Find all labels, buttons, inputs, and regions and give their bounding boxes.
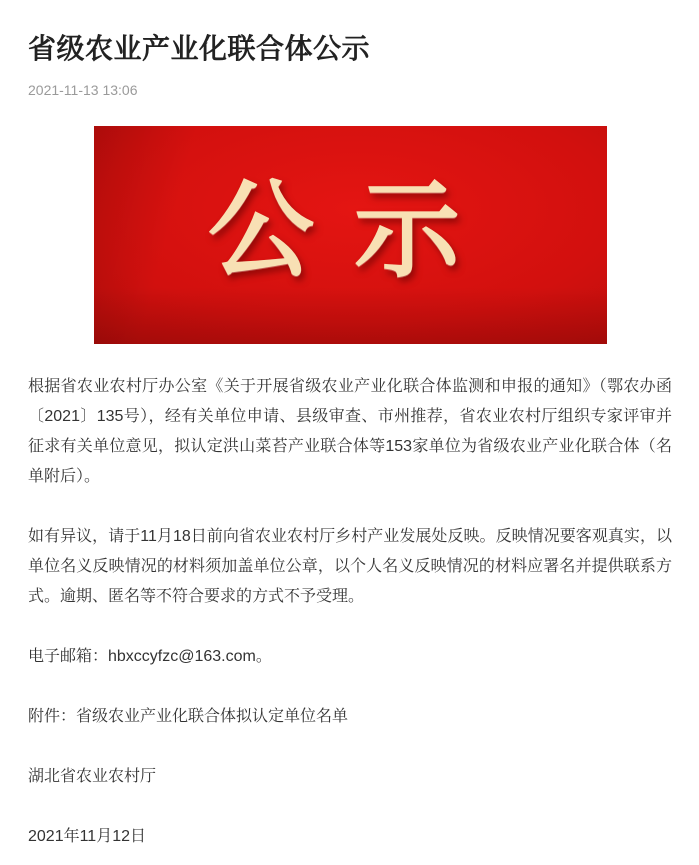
page-title: 省级农业产业化联合体公示: [28, 33, 371, 64]
banner-gongshi-text: 公示: [208, 172, 500, 290]
paragraph-issue-date: 2021年11月12日: [28, 828, 147, 845]
article-body: [28, 372, 672, 852]
announcement-banner-image: [94, 126, 607, 344]
paragraph-basis: 根据省农业农村厅办公室《关于开展省级农业产业化联合体监测和申报的通知》（鄂农办函〔2021〕135号），经有关单位申请、县级审查、市州推荐，省农业农村厅组织专家评审并征求有关单位意见，拟认定洪山菜苔产业联合体等153家单位为省级农业产业化联合体（名单附后）。: [28, 378, 672, 485]
paragraph-email: 电子邮箱：hbxccyfzc@163.com。: [28, 648, 272, 665]
paragraph-issuer: 湖北省农业农村厅: [28, 768, 157, 785]
paragraph-objection-instructions: 如有异议，请于11月18日前向省农业农村厅乡村产业发展处反映。反映情况要客观真实，以单位名义反映情况的材料须加盖单位公章，以个人名义反映情况的材料应署名并提供联系方式。逾期、匿名等不符合要求的方式不予受理。: [28, 528, 672, 605]
publish-datetime: 2021-11-13 13:06: [28, 82, 138, 98]
paragraph-attachment: 附件：省级农业产业化联合体拟认定单位名单: [28, 708, 349, 725]
